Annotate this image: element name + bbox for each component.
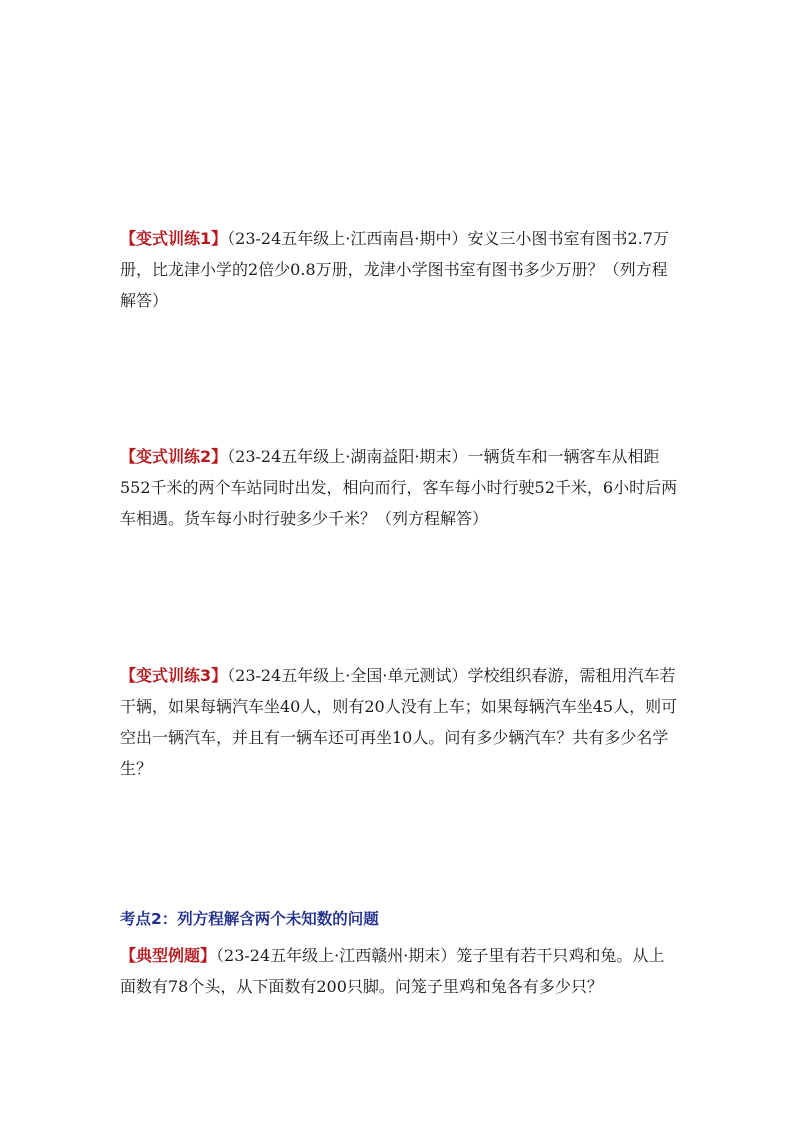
problem-text: （23-24五年级上·江西赣州·期末）笼子里有若干只鸡和兔。从上面数有78个头，从下面数有200只脚。问笼子里鸡和兔各有多少只？ <box>120 946 665 996</box>
problem-text: （23-24五年级上·全国·单元测试）学校组织春游，需租用汽车若干辆，如果每辆汽车坐40人，则有20人没有上车；如果每辆汽车坐45人，则可空出一辆汽车，并且有一辆车还可再坐10人。问有多少辆汽车？共有多少名学生？ <box>120 666 678 778</box>
problem-variant-2 <box>120 441 680 534</box>
problem-tag: 【变式训练2】 <box>120 447 228 466</box>
problem-text: （23-24五年级上·湖南益阳·期末）一辆货车和一辆客车从相距552千米的两个车站同时出发，相向而行，客车每小时行驶52千米，6小时后两车相遇。货车每小时行驶多少千米？（列方程解答） <box>120 447 678 528</box>
section-heading: 考点2：列方程解含两个未知数的问题 <box>120 910 379 928</box>
problem-text: （23-24五年级上·江西南昌·期中）安义三小图书室有图书2.7万册，比龙津小学的2倍少0.8万册，龙津小学图书室有图书多少万册？（列方程解答） <box>120 229 669 310</box>
problem-tag: 【变式训练1】 <box>120 229 228 248</box>
problem-example <box>120 940 680 1002</box>
problem-variant-1 <box>120 223 680 316</box>
problem-variant-3 <box>120 660 680 784</box>
problem-tag: 【变式训练3】 <box>120 666 228 685</box>
problem-tag: 【典型例题】 <box>120 946 217 965</box>
